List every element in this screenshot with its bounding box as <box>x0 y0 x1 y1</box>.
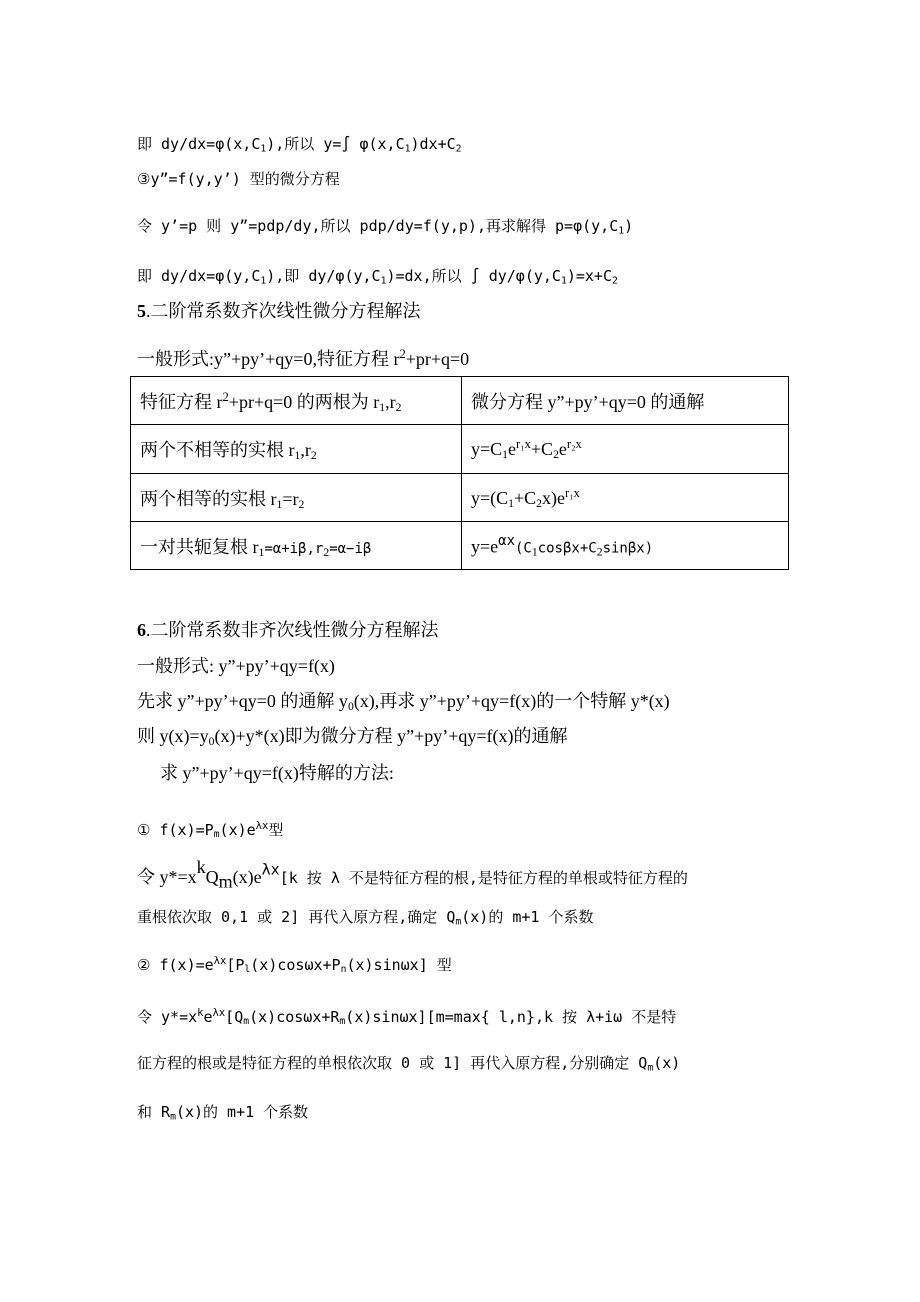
case-1-text-cont: 重根依次取 0,1 或 2] 再代入原方程,确定 $Q_m(x)$的 m+1 个系数 <box>137 908 594 928</box>
table-cell-roots: 一对共轭复根 $r_1=\alpha+i\beta,r_2=\alpha-i\beta$ <box>131 522 462 570</box>
table-cell-solution: $y=e^{\alpha x}(C_1\cos\beta x+C_2\sin\beta x)$ <box>462 522 789 570</box>
table-cell-solution: $y=(C_1+C_2x)e^{r_1x}$ <box>462 474 789 522</box>
table-row <box>131 522 789 570</box>
table-header-row <box>131 377 789 425</box>
section-6-heading: 6.二阶常系数非齐次线性微分方程解法 <box>137 620 439 640</box>
section-5-general-form: 一般形式:y”+py’+qy=0,特征方程 $r^2+pr+q=0$ <box>137 347 470 369</box>
table-header-general-solution: 微分方程 y”+py’+qy=0 的通解 <box>462 377 789 425</box>
case-1-heading: ① $f(x)=P_m(x)e^{\lambda x}$型 <box>137 820 284 841</box>
section-5-heading: 5.二阶常系数齐次线性微分方程解法 <box>137 301 421 321</box>
formula-line-3: 令 y’=p 则 y”=pdp/dy,所以 pdp/dy=f(y,p),再求解得 $p=\varphi(y,C_1)$ <box>137 217 634 237</box>
method-heading: 求 y”+py’+qy=f(x)特解的方法: <box>160 763 394 783</box>
paragraph-line: 则 $y(x)=y_0(x)+y*(x)$即为微分方程 y”+py’+qy=f(x)的通解 <box>137 726 568 748</box>
paragraph-line: 先求 y”+py’+qy=0 的通解 $y_0(x)$,再求 y”+py’+qy=f(x)的一个特解 y*(x) <box>137 691 670 713</box>
case-2-heading: ② $f(x)=e^{\lambda x}[P_l(x)\cos\omega x+P_n(x)\sin\omega x]$ 型 <box>137 955 452 976</box>
section-6-general-form: 一般形式: y”+py’+qy=f(x) <box>137 656 335 676</box>
case-1-text: 令 $y*=x^kQ_m(x)e^{\lambda x}[k$ 按 λ 不是特征方程的根,是特征方程的单根或特征方程的 <box>137 857 688 892</box>
table-cell-roots: 两个相等的实根 $r_1=r_2$ <box>131 474 462 522</box>
table-cell-roots: 两个不相等的实根 $r_1,r_2$ <box>131 425 462 474</box>
table-row <box>131 474 789 522</box>
case-3-heading: ③y”=f(y,y’) 型的微分方程 <box>137 170 340 188</box>
case-2-text-end: 和 $R_m(x)$的 m+1 个系数 <box>137 1103 309 1123</box>
table-row <box>131 425 789 474</box>
table-header-roots: 特征方程 $r^2+pr+q=0$ 的两根为 $r_1,r_2$ <box>131 377 462 425</box>
formula-line-1: 即 $dy/dx=\varphi(x,C_1)$,所以 y=∫ $\varphi(x,C_1)dx+C_2$ <box>137 135 462 155</box>
formula-line-4: 即 $dy/dx=\varphi(y,C_1)$,即 $dy/\varphi(y,C_1)=dx$,所以 ∫ $dy/\varphi(y,C_1)=x+C_2$ <box>137 267 618 287</box>
case-2-text: 令 $y*=x^ke^{\lambda x}[Q_m(x)\cos\omega x+R_m(x)\sin\omega x][m=\max${ l,n},k 按 λ+iω 不是特 <box>137 1007 677 1028</box>
case-2-text-cont: 征方程的根或是特征方程的单根依次取 0 或 1] 再代入原方程,分别确定 $Q_m(x)$ <box>137 1054 681 1074</box>
solution-table <box>130 376 789 570</box>
table-cell-solution: $y=C_1e^{r_1x}+C_2e^{r_2x}$ <box>462 425 789 474</box>
